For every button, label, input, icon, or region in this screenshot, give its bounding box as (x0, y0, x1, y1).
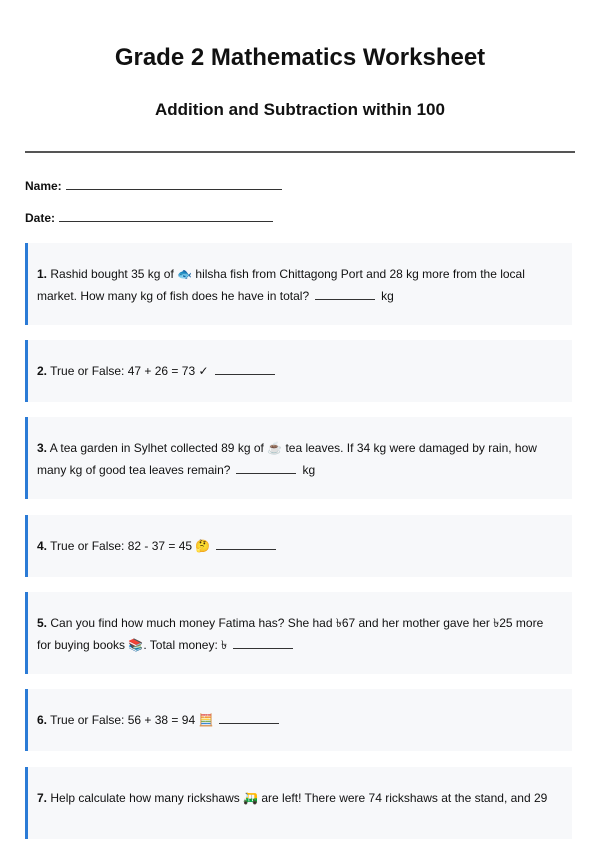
question-number: 4. (37, 539, 48, 553)
question-text: Rashid bought 35 kg of 🐟 hilsha fish from Chittagong Port and 28 kg more from the local market. How many kg of fish does he have in total? (37, 267, 525, 303)
unit-label: kg (381, 289, 394, 303)
question-text: True or False: 56 + 38 = 94 🧮 (50, 713, 214, 727)
question-text: True or False: 47 + 26 = 73 ✓ (50, 364, 209, 378)
date-field (25, 211, 273, 225)
question-text: Help calculate how many rickshaws 🛺 are left! There were 74 rickshaws at the stand, and 29 (50, 791, 548, 805)
question-number: 5. (37, 616, 48, 630)
answer-blank[interactable] (236, 463, 296, 474)
answer-blank[interactable] (215, 364, 275, 375)
question-5 (25, 592, 572, 674)
name-field (25, 179, 282, 193)
question-number: 2. (37, 364, 48, 378)
question-number: 7. (37, 791, 48, 805)
question-number: 3. (37, 441, 48, 455)
answer-blank[interactable] (216, 539, 276, 550)
worksheet-title: Grade 2 Mathematics Worksheet (114, 44, 486, 71)
question-text: Can you find how much money Fatima has? She had ৳67 and her mother gave her ৳25 more for buying books 📚. Total money: ৳ (37, 616, 544, 652)
question-7 (25, 767, 572, 839)
name-input-line[interactable] (66, 179, 282, 190)
question-4 (25, 515, 572, 577)
question-1 (25, 243, 572, 325)
date-label: Date: (25, 211, 56, 225)
date-input-line[interactable] (59, 211, 273, 222)
question-6 (25, 689, 572, 751)
divider (25, 151, 575, 153)
worksheet-subtitle: Addition and Subtraction within 100 (155, 100, 445, 119)
question-text: A tea garden in Sylhet collected 89 kg of ☕ tea leaves. If 34 kg were damaged by rain, how many kg of good tea leaves remain? (37, 441, 537, 477)
question-number: 6. (37, 713, 48, 727)
answer-blank[interactable] (219, 713, 279, 724)
question-number: 1. (37, 267, 48, 281)
question-text: True or False: 82 - 37 = 45 🤔 (50, 539, 211, 553)
answer-blank[interactable] (315, 289, 375, 300)
question-2 (25, 340, 572, 402)
question-3 (25, 417, 572, 499)
answer-blank[interactable] (233, 638, 293, 649)
name-label: Name: (25, 179, 62, 193)
unit-label: kg (302, 463, 316, 477)
